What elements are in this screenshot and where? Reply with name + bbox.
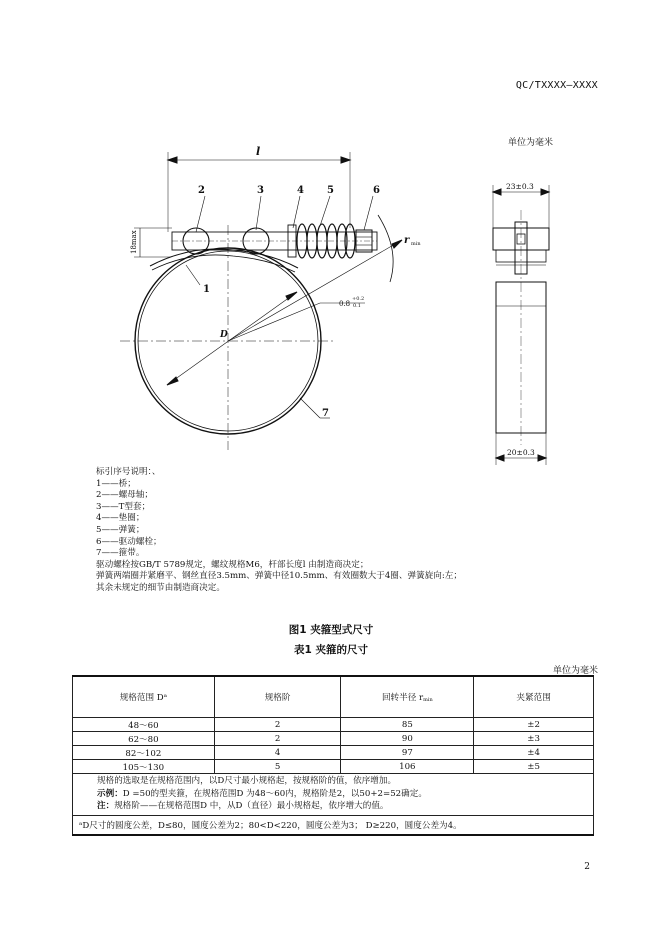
table-notes-row bbox=[73, 774, 594, 816]
thickness-tol-lower: 0.1 bbox=[353, 303, 361, 309]
document-code: QC/TXXXX—XXXX bbox=[515, 80, 598, 91]
legend-item: 2——螺母轴； bbox=[96, 490, 154, 501]
header-clamp-range: 夹紧范围 bbox=[474, 676, 594, 718]
header-spec-step: 规格阶 bbox=[214, 676, 341, 718]
table-caption: 表1 夹箍的尺寸 bbox=[294, 644, 368, 656]
legend-item: 6——驱动螺栓； bbox=[96, 536, 162, 547]
legend-item: 4——垫圈； bbox=[96, 513, 145, 524]
legend-item: 3——T型套； bbox=[96, 501, 151, 512]
dim-18max: 18max bbox=[130, 230, 138, 254]
thickness-label: 0.8 bbox=[339, 300, 351, 308]
unit-note: 单位为毫米 bbox=[508, 138, 554, 148]
table-note: 注：规格阶——在规格范围D 中，从D（直径）最小规格起，依序增大的值。 bbox=[97, 801, 389, 811]
legend-note: 驱动螺栓按GB/T 5789规定，螺纹规格M6，杆部长度l 由制造商决定； bbox=[96, 559, 369, 570]
table-row: 82～102 4 97 ±4 bbox=[73, 746, 594, 760]
callout-2: 2 bbox=[198, 185, 205, 196]
legend bbox=[96, 467, 462, 595]
legend-item: 1——桥； bbox=[96, 478, 136, 489]
label-l: l bbox=[256, 145, 261, 158]
table-row: 48～60 2 85 ±2 bbox=[73, 718, 594, 732]
legend-note: 弹簧两端圈并紧磨平、钢丝直径3.5mm、弹簧中径10.5mm、有效圈数大于4圈、弹簧旋向:左； bbox=[96, 571, 462, 582]
legend-note: 其余未规定的细节由制造商决定。 bbox=[96, 582, 225, 593]
r-min-label: r bbox=[404, 235, 410, 246]
header-spec-range: 规格范围 Dᵃ bbox=[73, 676, 215, 718]
diameter-label: D bbox=[220, 330, 228, 340]
table-note-line: 规格的选取是在规格范围内，以D尺寸最小规格起，按规格阶的值，依序增加。 bbox=[97, 776, 397, 786]
legend-item: 7——箍带。 bbox=[96, 548, 145, 559]
table-unit-note: 单位为毫米 bbox=[552, 666, 598, 676]
header-turn-radius: 回转半径 $r_{min}$ bbox=[341, 676, 474, 718]
legend-title: 标引序号说明：、 bbox=[96, 467, 161, 477]
thickness-tol-upper: +0.2 bbox=[352, 296, 365, 302]
dimensions-table bbox=[72, 675, 594, 836]
table-header-row bbox=[73, 676, 594, 718]
table-footnote: ᵃD尺寸的圆度公差，D≤80，圆度公差为2；80<D<220，圆度公差为3； D≥220，圆度公差为4。 bbox=[73, 815, 594, 835]
table-row: 62～80 2 90 ±3 bbox=[73, 732, 594, 746]
callout-4: 4 bbox=[297, 185, 304, 196]
r-min-sub: min bbox=[411, 241, 421, 247]
figure-caption: 图1 夹箍型式尺寸 bbox=[288, 624, 374, 636]
table-footnote-row bbox=[73, 815, 594, 835]
callout-6: 6 bbox=[373, 185, 380, 196]
side-view bbox=[493, 185, 549, 465]
width-top-dim: 23±0.3 bbox=[506, 182, 534, 191]
callout-7: 7 bbox=[322, 408, 329, 419]
callout-5: 5 bbox=[327, 185, 334, 196]
table-example: 示例：D =50的型夹箍，在规格范围D 为48～60内，规格阶是2，以50+2=52确定。 bbox=[97, 788, 427, 799]
callout-3: 3 bbox=[257, 185, 264, 196]
callout-1: 1 bbox=[203, 284, 210, 295]
width-bottom-dim: 20±0.3 bbox=[507, 448, 535, 457]
table-row: 105～130 5 106 ±5 bbox=[73, 760, 594, 774]
legend-item: 5——弹簧； bbox=[96, 524, 145, 535]
page-number: 2 bbox=[584, 862, 590, 872]
